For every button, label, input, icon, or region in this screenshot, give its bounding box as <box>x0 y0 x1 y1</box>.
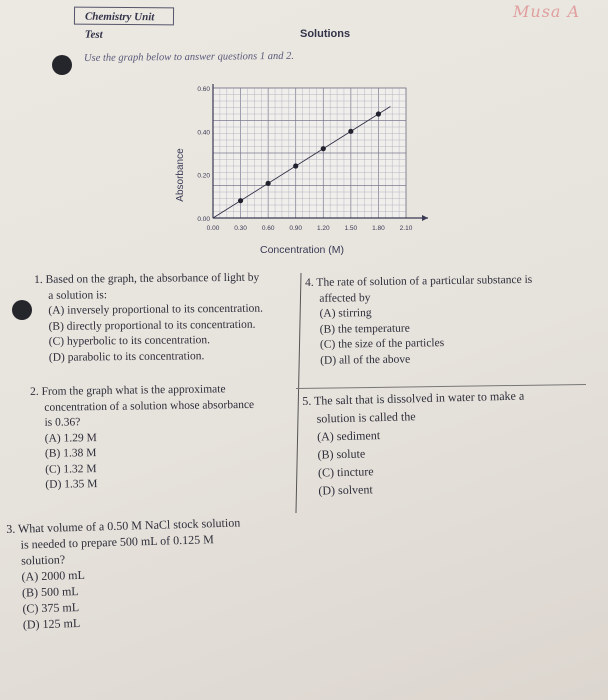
page-heading: Solutions <box>300 28 351 40</box>
absorbance-chart <box>170 80 460 260</box>
question-4-stem: 4. The rate of solution of a particular substance is <box>305 273 533 289</box>
question-1-option-b: (B) directly proportional to its concentration. <box>48 318 256 333</box>
x-axis-label: Concentration (M) <box>260 244 345 256</box>
question-3-option-a: (A) 2000 mL <box>21 567 86 584</box>
question-4 <box>305 272 591 369</box>
question-5-option-c: (C) tincture <box>317 464 374 480</box>
question-3-stem-cont: is needed to prepare 500 mL of 0.125 M <box>20 532 214 552</box>
question-3-option-b: (B) 500 mL <box>21 584 79 600</box>
question-3-stem: 3. What volume of a 0.50 M NaCl stock solution <box>6 515 241 536</box>
y-tick-label: 0.60 <box>197 86 210 93</box>
question-5-stem: 5. The salt that is dissolved in water to make a <box>302 388 525 408</box>
question-3 <box>6 513 289 633</box>
question-1-stem-cont: a solution is: <box>48 288 108 302</box>
question-2-stem: 2. From the graph what is the approximate <box>30 383 226 398</box>
question-4-option-b: (B) the temperature <box>319 322 410 336</box>
data-point <box>266 181 271 186</box>
x-tick-label: 0.60 <box>261 225 275 232</box>
test-title: Chemistry Unit Test <box>74 7 174 26</box>
question-1-stem: 1. Based on the graph, the absorbance of light by <box>34 271 260 286</box>
y-tick-label: 0.00 <box>197 216 210 223</box>
data-point <box>376 111 381 116</box>
question-2-stem-cont: concentration of a solution whose absorbance <box>44 398 255 414</box>
question-2-option-c: (C) 1.32 M <box>45 462 97 476</box>
question-3-option-c: (C) 375 mL <box>22 599 80 616</box>
x-tick-label: 0.00 <box>206 225 220 232</box>
x-axis-arrow <box>422 215 428 221</box>
question-4-stem-cont: affected by <box>319 291 371 305</box>
question-1-option-a: (A) inversely proportional to its concentration. <box>48 302 264 317</box>
question-5-option-d: (D) solvent <box>318 482 373 498</box>
x-tick-label: 1.20 <box>316 225 330 232</box>
question-2-option-d: (D) 1.35 M <box>45 478 98 491</box>
question-2-stem-cont-2: is 0.36? <box>44 416 81 429</box>
handwritten-name: Musa A <box>513 2 581 21</box>
data-point <box>293 163 298 168</box>
y-tick-label: 0.20 <box>197 172 210 180</box>
question-3-option-d: (D) 125 mL <box>22 615 81 632</box>
question-5-stem-cont: solution is called the <box>316 409 416 426</box>
y-axis-label: Absorbance <box>175 148 186 202</box>
x-tick-label: 0.90 <box>289 225 303 232</box>
x-tick-label: 1.50 <box>344 225 358 232</box>
x-tick-label: 0.30 <box>234 225 247 232</box>
data-point <box>321 146 326 151</box>
question-1-option-d: (D) parabolic to its concentration. <box>48 349 205 364</box>
data-point <box>238 198 243 203</box>
question-5 <box>302 385 595 500</box>
question-2-option-b: (B) 1.38 M <box>44 447 97 460</box>
data-point <box>348 129 353 134</box>
question-5-option-a: (A) sediment <box>316 428 381 444</box>
binder-hole <box>12 300 32 320</box>
binder-hole <box>52 55 72 75</box>
x-tick-label: 1.80 <box>372 225 385 232</box>
question-2 <box>30 381 293 493</box>
x-tick-label: 2.10 <box>399 225 413 232</box>
y-tick-label: 0.40 <box>197 129 210 137</box>
question-1 <box>34 270 297 366</box>
question-2-option-a: (A) 1.29 M <box>44 431 97 445</box>
question-4-option-d: (D) all of the above <box>320 353 411 367</box>
question-4-option-a: (A) stirring <box>319 307 372 320</box>
graph-instruction: Use the graph below to answer questions 1 and 2. <box>83 50 295 64</box>
question-4-option-c: (C) the size of the particles <box>319 337 445 351</box>
question-5-option-b: (B) solute <box>317 446 366 462</box>
question-1-option-c: (C) hyperbolic to its concentration. <box>48 334 211 348</box>
question-3-stem-cont-2: solution? <box>20 552 66 568</box>
